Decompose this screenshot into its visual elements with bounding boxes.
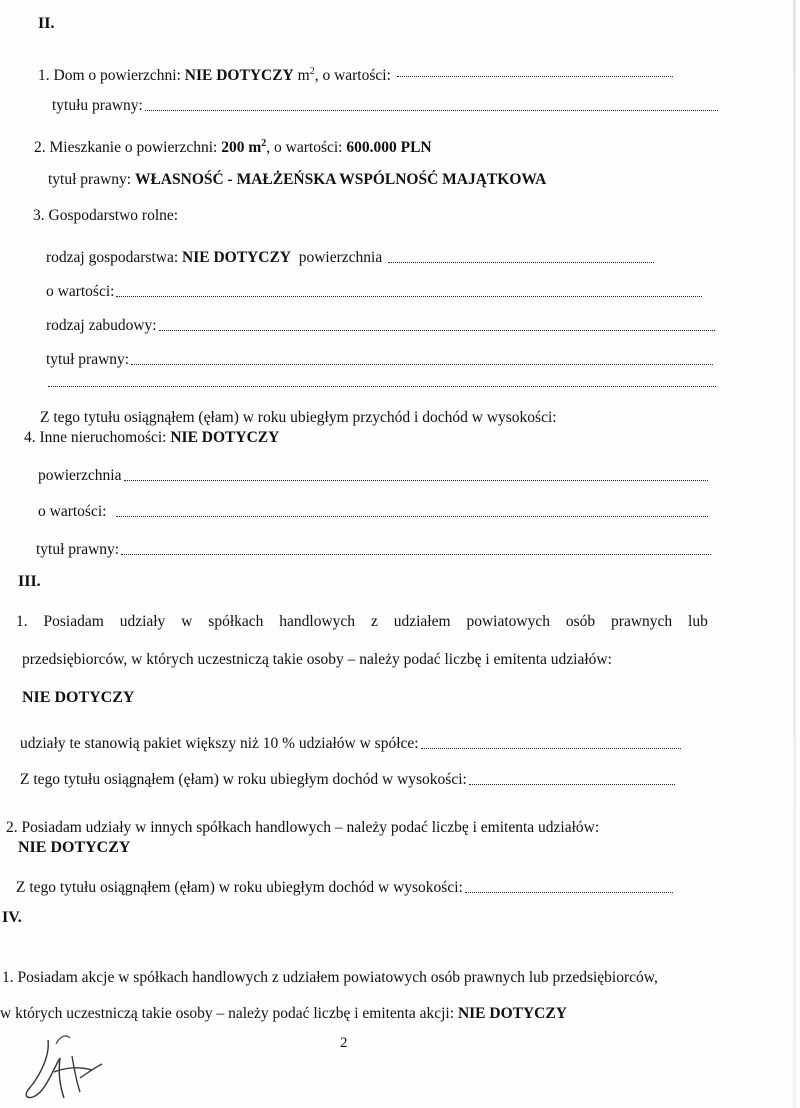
shares-income-field xyxy=(467,770,675,790)
house-line xyxy=(38,62,673,86)
farm-area-field xyxy=(386,248,654,268)
shares-income-label: Z tego tytułu osiągnąłem (ęłam) w roku ubiegłym dochód w wysokości: xyxy=(20,771,467,788)
section-heading-ii: II. xyxy=(38,15,55,32)
shares-stake-label: udziały te stanowią pakiet większy niż 10 % udziałów w spółce: xyxy=(20,735,419,752)
stocks-none-label: NIE DOTYCZY xyxy=(457,1005,567,1022)
section-heading-iv: IV. xyxy=(2,909,22,926)
shares-intro-word: w xyxy=(181,613,193,630)
farm-title-field xyxy=(129,350,713,370)
farm-build-line xyxy=(46,316,715,336)
shares-intro-line-1 xyxy=(16,612,708,632)
shares-intro-word: prawnych xyxy=(611,613,673,630)
house-value-label: , o wartości: xyxy=(314,67,391,85)
shares-intro-word: udziałem xyxy=(393,613,451,630)
shares-intro-word: spółkach xyxy=(208,613,264,630)
other-area-label: powierzchnia xyxy=(38,467,122,484)
farm-type-label: rodzaj gospodarstwa: xyxy=(46,249,179,266)
farm-title-line xyxy=(46,350,713,370)
farm-area-label: powierzchnia xyxy=(298,249,383,266)
house-title-line xyxy=(52,96,718,116)
section-heading-iii: III. xyxy=(18,573,41,590)
house-unit-sup: 2 xyxy=(309,66,315,77)
shares-intro-word: Posiadam xyxy=(43,613,104,630)
other-shares-income-field xyxy=(463,878,673,898)
stocks-intro-text: w których uczestniczą takie osoby – należy podać liczbę i emitenta akcji: xyxy=(0,1005,455,1022)
other-property-value: NIE DOTYCZY xyxy=(170,429,280,446)
farm-income-line: Z tego tytułu osiągnąłem (ęłam) w roku ubiegłym przychód i dochód w wysokości: xyxy=(40,409,557,426)
house-area-value: NIE DOTYCZY xyxy=(184,67,294,85)
house-title-label: tytułu prawny: xyxy=(52,97,143,114)
flat-area-value: 200 m xyxy=(221,139,262,157)
shares-intro-line-2: przedsiębiorców, w których uczestniczą takie osoby – należy podać liczbę i emitenta udziałów: xyxy=(22,651,612,668)
other-title-label: tytuł prawny: xyxy=(36,541,120,558)
farm-title-field-2 xyxy=(46,372,716,392)
house-label: 1. Dom o powierzchni: xyxy=(38,67,181,85)
other-value-label: o wartości: xyxy=(38,503,107,520)
other-shares-line: 2. Posiadam udziały w innych spółkach handlowych – należy podać liczbę i emitenta udziałów: xyxy=(6,819,600,836)
farm-type-value: NIE DOTYCZY xyxy=(182,249,291,266)
other-shares-none-label: NIE DOTYCZY xyxy=(18,839,131,856)
farm-value-label: o wartości: xyxy=(46,283,115,300)
other-shares-income-line xyxy=(16,878,673,898)
shares-stake-field xyxy=(419,734,681,754)
flat-value: 600.000 PLN xyxy=(346,139,432,157)
flat-line xyxy=(34,134,432,158)
stocks-intro-line-1: 1. Posiadam akcje w spółkach handlowych z udziałem powiatowych osób prawnych lub przedsiębiorców, xyxy=(2,969,658,986)
other-shares-income-label: Z tego tytułu osiągnąłem (ęłam) w roku ubiegłym dochód w wysokości: xyxy=(16,879,463,896)
flat-unit-sup: 2 xyxy=(261,138,267,149)
other-title-line xyxy=(36,540,711,560)
other-property-label: 4. Inne nieruchomości: xyxy=(24,429,167,446)
stocks-intro-line-2 xyxy=(0,1004,567,1024)
shares-intro-word: udziały xyxy=(119,613,166,630)
page-number: 2 xyxy=(340,1035,348,1051)
flat-title-line xyxy=(48,170,546,190)
house-value-field xyxy=(395,62,673,82)
shares-none-label: NIE DOTYCZY xyxy=(22,689,135,706)
shares-intro-word: osób xyxy=(565,613,596,630)
scan-edge xyxy=(793,0,796,1108)
other-property-line xyxy=(24,428,279,448)
farm-title-label: tytuł prawny: xyxy=(46,351,130,368)
farm-heading: 3. Gospodarstwo rolne: xyxy=(33,207,179,224)
house-title-field xyxy=(143,96,718,116)
other-area-line xyxy=(38,466,708,486)
farm-value-line xyxy=(46,282,702,302)
flat-title-label: tytuł prawny: xyxy=(48,171,132,188)
other-title-field xyxy=(119,540,711,560)
farm-build-field xyxy=(157,316,715,336)
other-area-field xyxy=(122,466,708,486)
shares-intro-word: powiatowych xyxy=(466,613,550,630)
other-value-field xyxy=(114,502,708,522)
shares-stake-line xyxy=(20,734,681,754)
shares-intro-word: handlowych xyxy=(279,613,356,630)
farm-type-line xyxy=(46,248,654,268)
flat-label: 2. Mieszkanie o powierzchni: xyxy=(34,139,218,157)
house-unit: m xyxy=(297,67,310,85)
flat-value-label: , o wartości: xyxy=(266,139,343,157)
farm-build-label: rodzaj zabudowy: xyxy=(46,317,157,334)
shares-intro-word: lub xyxy=(688,613,708,630)
flat-title-value: WŁASNOŚĆ - MAŁŻEŃSKA WSPÓLNOŚĆ MAJĄTKOWA xyxy=(134,171,547,188)
shares-income-line xyxy=(20,770,675,790)
other-value-line xyxy=(38,502,708,522)
shares-intro-word: z xyxy=(370,613,378,630)
shares-intro-word: 1. xyxy=(16,613,28,630)
farm-value-field xyxy=(114,282,702,302)
handwritten-signature xyxy=(20,1028,130,1108)
